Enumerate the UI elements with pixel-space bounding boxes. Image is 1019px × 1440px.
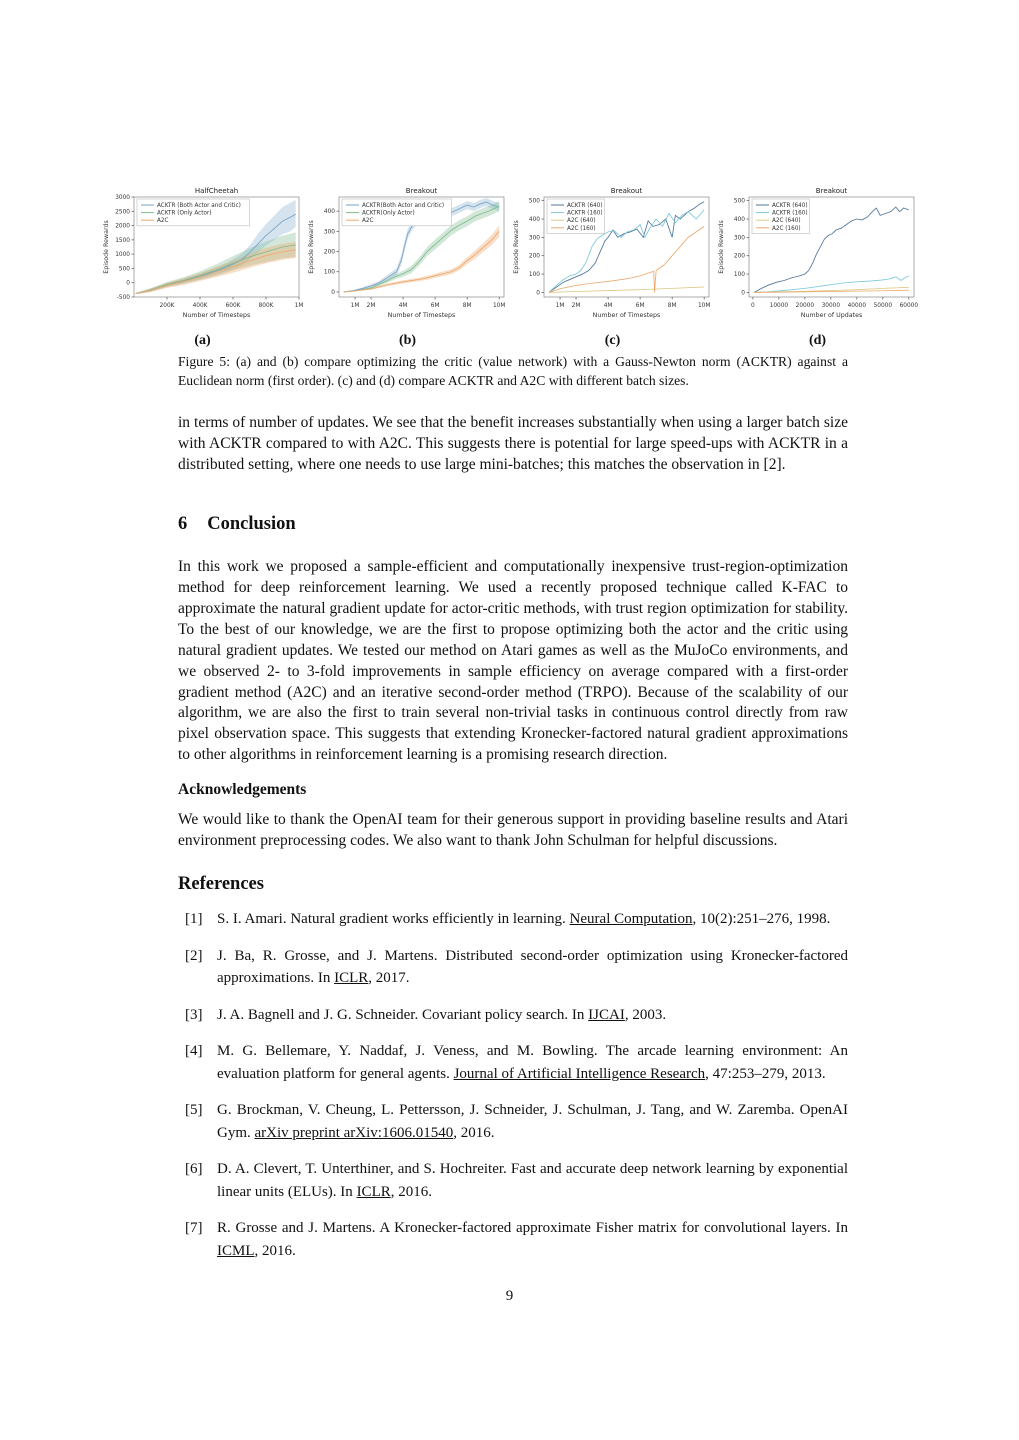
svg-text:200: 200 (733, 253, 745, 260)
svg-text:ACKTR (Only Actor): ACKTR (Only Actor) (157, 210, 212, 217)
figure-charts-row (100, 184, 920, 349)
svg-text:60000: 60000 (899, 303, 919, 309)
svg-text:ACKTR (160): ACKTR (160) (567, 210, 603, 217)
chart-sublabel: (a) (194, 333, 211, 348)
reference-text: J. A. Bagnell and J. G. Schneider. Covariant policy search. In IJCAI, 2003. (217, 1006, 667, 1023)
svg-text:Episode Rewards: Episode Rewards (308, 220, 315, 274)
svg-text:500: 500 (118, 266, 130, 273)
svg-text:3000: 3000 (115, 195, 130, 201)
reference-item (185, 945, 848, 990)
svg-text:600K: 600K (225, 303, 241, 309)
svg-text:8M: 8M (667, 303, 677, 309)
svg-text:100: 100 (528, 272, 540, 279)
references-heading: References (178, 874, 264, 894)
svg-text:0: 0 (536, 290, 540, 297)
reference-venue-link: ICLR (334, 970, 369, 986)
svg-text:1M: 1M (350, 303, 360, 309)
chart-sublabel: (d) (808, 333, 827, 348)
chart-canvas (715, 184, 920, 331)
svg-text:Number of Timesteps: Number of Timesteps (387, 312, 456, 319)
reference-text: J. Ba, R. Grosse, and J. Martens. Distributed second-order optimization using Kronecker-factored approximations. In ICLR, 2017. (217, 947, 848, 986)
svg-text:400: 400 (528, 217, 540, 224)
svg-text:300: 300 (733, 235, 745, 242)
svg-text:200K: 200K (159, 303, 175, 309)
svg-text:100: 100 (733, 272, 745, 279)
svg-text:A2C (160): A2C (160) (567, 225, 596, 232)
reference-number: [7] (185, 1220, 203, 1236)
page-number: 9 (505, 1288, 514, 1304)
reference-item (185, 1099, 848, 1144)
svg-text:0: 0 (751, 303, 755, 309)
svg-text:Number of Timesteps: Number of Timesteps (182, 312, 251, 319)
svg-text:4M: 4M (603, 303, 613, 309)
reference-number: [3] (185, 1006, 203, 1023)
svg-text:0: 0 (126, 280, 130, 287)
reference-item (185, 908, 848, 931)
svg-text:Breakout: Breakout (815, 187, 848, 195)
svg-text:400: 400 (733, 217, 745, 224)
reference-venue-link: ICLR (356, 1183, 391, 1200)
conclusion-paragraph: In this work we proposed a sample-efficient and computationally inexpensive trust-region-optimization method for deep reinforcement learning. We used a recently proposed technique called K-FAC to approximate the natural gradient update for actor-critic methods, with trust region optimization for stability. To the best of our knowledge, we are the first to propose optimizing both the actor and the critic using natural gradient updates. We tested our method on Atari games as well as the MuJoCo environments, and we observed 2- to 3-fold improvements in sample efficiency on average compared with a first-order gradient method (A2C) and an iterative second-order method (TRPO). Because of the scalability of our algorithm, we are also the first to train several non-trivial tasks in continuous control directly from raw pixel observation space. This suggests that extending Kronecker-factored natural gradient approximations to other algorithms in reinforcement learning is a promising research direction. (178, 558, 848, 764)
svg-text:ACKTR (Both Actor and Critic): ACKTR (Both Actor and Critic) (157, 203, 241, 209)
svg-text:300: 300 (528, 235, 540, 242)
reference-number: [1] (185, 911, 203, 927)
svg-text:10000: 10000 (769, 303, 789, 309)
svg-text:1000: 1000 (115, 252, 130, 259)
svg-text:Breakout: Breakout (405, 187, 438, 195)
svg-text:30000: 30000 (821, 303, 841, 309)
svg-text:10M: 10M (697, 303, 711, 309)
reference-item (185, 1040, 848, 1085)
chart-d (715, 184, 920, 349)
reference-text: M. G. Bellemare, Y. Naddaf, J. Veness, and M. Bowling. The arcade learning environment: An evaluation platform for general agents. Journal of Artificial Intelligence Research, 47:253–279, 2013. (217, 1043, 848, 1082)
svg-text:A2C (640): A2C (640) (772, 218, 801, 225)
reference-number: [4] (185, 1043, 203, 1059)
references-list (185, 908, 848, 1276)
svg-text:1M: 1M (555, 303, 565, 309)
figure-caption-text: (a) and (b) compare optimizing the critic (value network) with a Gauss-Newton norm (ACKTR) against a Euclidean norm (first order). (c) and (d) compare ACKTR and A2C with different batch sizes. (178, 354, 848, 389)
reference-venue-link: Neural Computation (569, 911, 693, 927)
reference-item (185, 1158, 848, 1203)
svg-text:2M: 2M (366, 303, 376, 309)
svg-text:A2C (160): A2C (160) (772, 225, 801, 232)
svg-text:800K: 800K (258, 303, 274, 309)
svg-text:Number of Timesteps: Number of Timesteps (592, 312, 661, 319)
chart-canvas (100, 184, 305, 331)
svg-text:A2C (640): A2C (640) (567, 218, 596, 225)
svg-text:Episode Rewards: Episode Rewards (513, 220, 520, 274)
body-paragraph-updates: in terms of number of updates. We see that the benefit increases substantially when using a larger batch size with ACKTR compared to with A2C. This suggests there is potential for large speed-ups with ACKTR in a distributed setting, where one needs to use large mini-batches; this matches the observation in [2]. (178, 414, 848, 473)
reference-text: D. A. Clevert, T. Unterthiner, and S. Hochreiter. Fast and accurate deep network learning by exponential linear units (ELUs). In ICLR, 2016. (217, 1161, 848, 1200)
svg-text:A2C: A2C (362, 218, 374, 225)
svg-text:-500: -500 (116, 295, 130, 301)
svg-text:1M: 1M (294, 303, 304, 309)
svg-text:ACKTR (640): ACKTR (640) (772, 203, 808, 209)
svg-text:0: 0 (331, 289, 335, 296)
chart-sublabel: (c) (604, 333, 621, 348)
svg-text:50000: 50000 (873, 303, 893, 309)
svg-text:2500: 2500 (115, 209, 130, 216)
chart-sublabel: (b) (398, 333, 417, 348)
reference-number: [6] (185, 1161, 203, 1177)
svg-text:ACKTR(Only Actor): ACKTR(Only Actor) (362, 210, 415, 217)
svg-text:6M: 6M (430, 303, 440, 309)
chart-a (100, 184, 305, 349)
reference-text: R. Grosse and J. Martens. A Kronecker-factored approximate Fisher matrix for convolutional layers. In ICML, 2016. (217, 1220, 848, 1259)
svg-text:ACKTR (640): ACKTR (640) (567, 203, 603, 209)
svg-text:HalfCheetah: HalfCheetah (194, 187, 239, 195)
figure-caption (178, 352, 848, 391)
svg-text:Number of Updates: Number of Updates (800, 312, 863, 319)
svg-text:20000: 20000 (795, 303, 815, 309)
svg-text:ACKTR(Both Actor and Critic): ACKTR(Both Actor and Critic) (362, 203, 445, 209)
svg-text:4M: 4M (398, 303, 408, 309)
section-heading-conclusion (178, 514, 296, 535)
reference-item (185, 1217, 848, 1262)
svg-text:40000: 40000 (847, 303, 867, 309)
svg-text:6M: 6M (635, 303, 645, 309)
chart-b (305, 184, 510, 349)
svg-text:2000: 2000 (115, 223, 130, 230)
section-number: 6 (178, 514, 188, 534)
reference-venue-link: Journal of Artificial Intelligence Research (453, 1065, 706, 1082)
reference-number: [2] (185, 947, 203, 964)
figure-caption-label: Figure 5: (178, 354, 230, 369)
svg-text:2M: 2M (571, 303, 581, 309)
svg-text:500: 500 (733, 198, 745, 205)
svg-text:1500: 1500 (115, 237, 130, 244)
svg-text:10M: 10M (492, 303, 506, 309)
svg-text:100: 100 (323, 269, 335, 276)
reference-text: G. Brockman, V. Cheung, L. Pettersson, J. Schneider, J. Schulman, J. Tang, and W. Zaremba. OpenAI Gym. arXiv preprint arXiv:1606.01540, 2016. (217, 1102, 848, 1141)
svg-text:400: 400 (323, 209, 335, 216)
svg-text:300: 300 (323, 229, 335, 236)
svg-text:Episode Rewards: Episode Rewards (103, 220, 110, 274)
svg-text:0: 0 (741, 290, 745, 297)
reference-item (185, 1004, 848, 1027)
reference-text: S. I. Amari. Natural gradient works efficiently in learning. Neural Computation, 10(2):251–276, 1998. (217, 911, 831, 927)
reference-venue-link: arXiv preprint arXiv:1606.01540 (254, 1124, 454, 1141)
reference-venue-link: ICML (217, 1242, 255, 1259)
acknowledgements-paragraph: We would like to thank the OpenAI team for their generous support in providing baseline results and Atari environment preprocessing codes. We also want to thank John Schulman for helpful discussions. (178, 811, 848, 849)
acknowledgements-heading: Acknowledgements (178, 781, 307, 798)
reference-venue-link: IJCAI (588, 1006, 625, 1023)
svg-text:500: 500 (528, 198, 540, 205)
svg-text:Episode Rewards: Episode Rewards (718, 220, 725, 274)
section-title: Conclusion (207, 514, 296, 534)
svg-text:A2C: A2C (157, 218, 169, 225)
svg-text:400K: 400K (192, 303, 208, 309)
reference-number: [5] (185, 1102, 203, 1118)
chart-canvas (510, 184, 715, 331)
svg-text:8M: 8M (462, 303, 472, 309)
svg-text:200: 200 (528, 253, 540, 260)
svg-text:Breakout: Breakout (610, 187, 643, 195)
svg-text:200: 200 (323, 249, 335, 256)
chart-c (510, 184, 715, 349)
svg-text:ACKTR (160): ACKTR (160) (772, 210, 808, 217)
chart-canvas (305, 184, 510, 331)
